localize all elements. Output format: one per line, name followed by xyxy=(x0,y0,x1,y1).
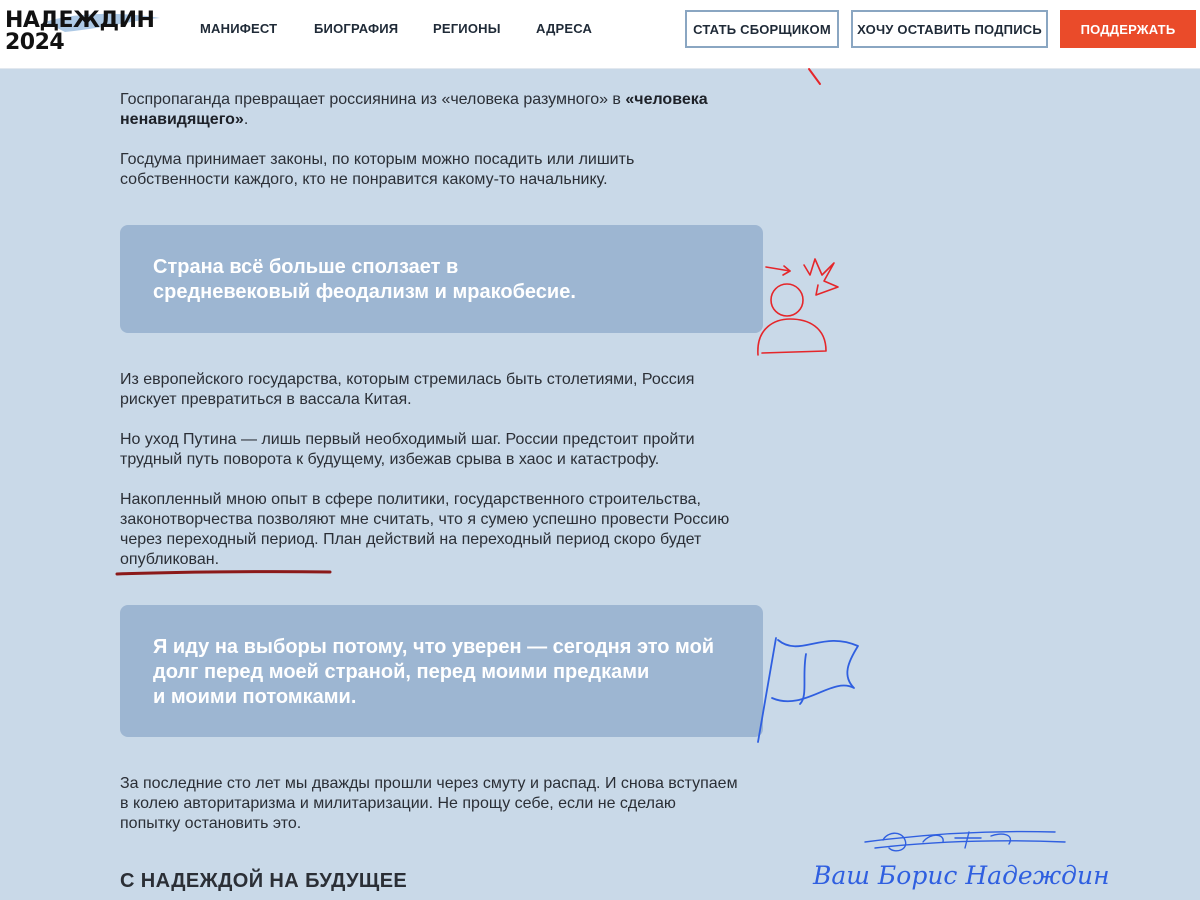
become-collector-button[interactable]: СТАТЬ СБОРЩИКОМ xyxy=(685,10,839,48)
flag-doodle-icon xyxy=(752,632,864,747)
quote-line-1: Я иду на выборы потому, что уверен — сегодня это мой xyxy=(153,636,715,658)
signature-text: Ваш Борис Надеждин xyxy=(813,861,1110,890)
paragraph-bold: «человека ненавидящего» xyxy=(120,91,708,128)
paragraph-century: За последние сто лет мы дважды прошли через смуту и распад. И снова вступаем в колею авторитаризма и милитаризации. Не прощу себе, если не сделаю попытку остановить это. xyxy=(120,775,738,832)
logo[interactable] xyxy=(5,8,165,58)
king-doodle-icon xyxy=(752,255,844,360)
nav-item-manifest[interactable]: МАНИФЕСТ xyxy=(200,21,278,36)
paragraph-vassal: Из европейского государства, которым стремилась быть столетиями, Россия рискует превратиться в вассала Китая. xyxy=(120,371,695,408)
quote-text: Страна всё больше сползает в средневековый феодализм и мракобесие. xyxy=(153,256,576,303)
site-header xyxy=(0,0,1200,69)
logo-line1: НАДЕЖДИН xyxy=(5,8,155,33)
logo-line2: 2024 xyxy=(5,30,65,55)
leave-signature-button[interactable]: ХОЧУ ОСТАВИТЬ ПОДПИСЬ xyxy=(851,10,1048,48)
logo-text xyxy=(5,10,154,54)
signature-icon xyxy=(805,818,1150,898)
underline-mark-icon xyxy=(114,568,334,578)
quote-box-feudalism xyxy=(120,225,763,333)
paragraph-end: . xyxy=(243,111,249,128)
nav-item-biography[interactable]: БИОГРАФИЯ xyxy=(314,21,399,36)
paragraph-experience: Накопленный мною опыт в сфере политики, государственного строительства, законотворчества позволяют мне считать, что я сумею успешно провести Россию через переходный период. План действий на переходный период скоро будет опубликован. xyxy=(120,491,730,568)
red-stroke-icon xyxy=(806,66,826,88)
paragraph-first-step: Но уход Путина — лишь первый необходимый шаг. России предстоит пройти трудный путь поворота к будущему, избежав срыва в хаос и катастрофу. xyxy=(120,431,695,468)
nav-item-addresses[interactable]: АДРЕСА xyxy=(536,21,593,36)
quote-line-3: и моими потомками. xyxy=(153,686,357,708)
quote-line-2: долг перед моей страной, перед моими предками xyxy=(153,661,650,683)
section-title: С НАДЕЖДОЙ НА БУДУЩЕЕ xyxy=(120,870,408,892)
paragraph-duma: Госдума принимает законы, по которым можно посадить или лишить собственности каждого, кто не понравится какому-то начальнику. xyxy=(120,151,635,188)
paragraph-text: Госпропаганда превращает россиянина из «человека разумного» в xyxy=(120,91,626,108)
quote-box-elections xyxy=(120,605,763,737)
support-button[interactable]: ПОДДЕРЖАТЬ xyxy=(1060,10,1196,48)
paragraph-propaganda xyxy=(120,90,720,130)
nav-item-regions[interactable]: РЕГИОНЫ xyxy=(433,21,501,36)
